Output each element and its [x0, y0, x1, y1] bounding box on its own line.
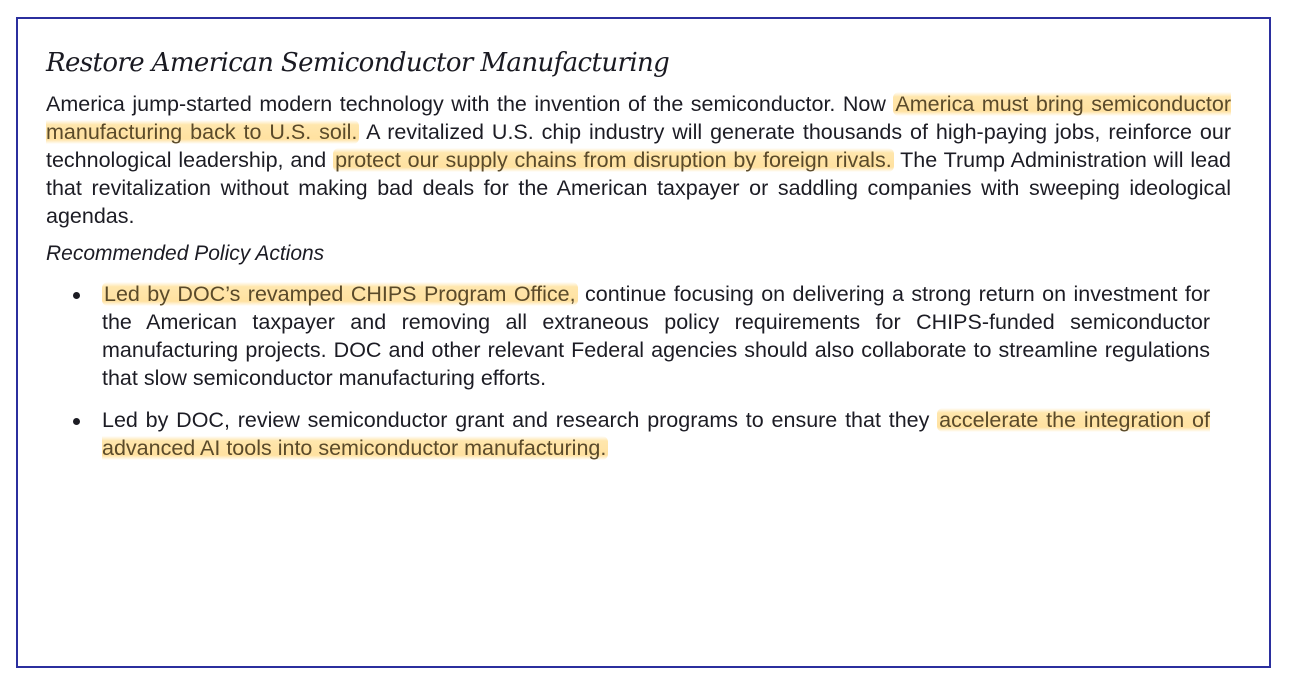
document-content: [46, 46, 1231, 476]
list-item: [46, 406, 1210, 462]
policy-actions-list: [46, 280, 1231, 462]
bullet-icon: [73, 292, 80, 299]
section-title: Restore American Semiconductor Manufacturing: [46, 48, 670, 78]
highlight-2: protect our supply chains from disruption by foreign rivals.: [335, 148, 892, 172]
intro-paragraph: [46, 90, 1231, 230]
subheading: Recommended Policy Actions: [46, 242, 325, 265]
intro-text-2: A revitalized U.S. chip industry will generate thousands of high-paying jobs, reinforce our technological leadership, and: [46, 120, 1231, 172]
highlight-4: accelerate the integration of advanced AI tools into semiconductor manufacturing.: [102, 408, 1210, 460]
intro-text-3: The Trump Administration will lead that revitalization without making bad deals for the American taxpayer or saddling companies with sweeping ideological agendas.: [46, 148, 1232, 228]
bullet-1-text: continue focusing on delivering a strong return on investment for the American taxpayer and removing all extraneous policy requirements for CHIPS-funded semiconductor manufacturing projects. DOC and other relevant Federal agencies should also collaborate to streamline regulations that slow semiconductor manufacturing efforts.: [102, 282, 1210, 390]
list-item: [46, 280, 1210, 392]
bullet-icon: [73, 418, 80, 425]
intro-text-1: America jump-started modern technology with the invention of the semiconductor. Now: [46, 92, 894, 116]
highlight-1: America must bring semiconductor manufacturing back to U.S. soil.: [46, 92, 1232, 144]
bullet-2-text: Led by DOC, review semiconductor grant and research programs to ensure that they: [102, 408, 938, 432]
highlight-3: Led by DOC’s revamped CHIPS Program Office,: [104, 282, 576, 306]
